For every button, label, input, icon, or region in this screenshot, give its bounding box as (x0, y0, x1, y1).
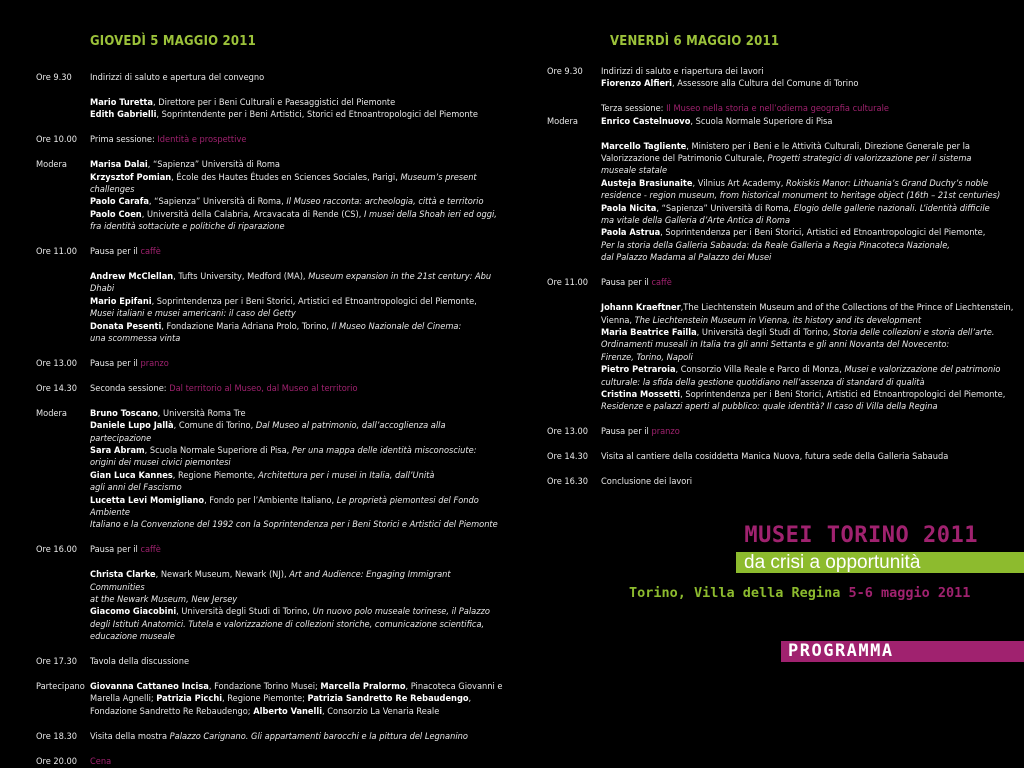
text-segment: Indirizzi di saluto e riapertura dei lavori (601, 66, 764, 77)
text-line (601, 116, 1017, 128)
schedule-row (36, 569, 506, 643)
day2-title: VENERDÌ 6 MAGGIO 2011 (610, 34, 780, 49)
speaker-name: Paola Nicita (601, 202, 657, 214)
text-line (90, 420, 506, 445)
text-line (601, 476, 1017, 488)
speaker-name: Bruno Toscano (90, 407, 158, 419)
talk-title: una scommessa vinta (90, 333, 181, 344)
row-text (90, 383, 506, 395)
talk-title: Museum expansion in the 21st century: Abu Dhabi (90, 270, 492, 295)
talk-title: Musei e valorizzazione del patrimonio (844, 364, 1001, 376)
talk-title: Firenze, Torino, Napoli (601, 351, 693, 363)
time-label: Ore 9.30 (547, 66, 583, 77)
text-line (601, 277, 1017, 289)
talk-title: Palazzo Carignano. Gli appartamenti barocchi e la pittura del Legnanino (169, 730, 468, 742)
time-label (36, 569, 90, 643)
text-line (90, 470, 506, 482)
speaker-name: Mario Turetta (90, 96, 153, 108)
text-line (90, 631, 506, 643)
text-line (90, 109, 506, 121)
text-segment: , Comune di Torino, (173, 420, 256, 432)
text-segment: , Direttore per i Beni Culturali e Paesaggistici del Piemonte (152, 96, 396, 108)
schedule-row (547, 476, 1017, 488)
talk-title: Rokiskis Manor: Lithuania’s Grand Duchy’s noble (786, 177, 989, 189)
row-gap (547, 128, 1017, 141)
text-line (601, 339, 1017, 351)
session-highlight: caffè (140, 246, 161, 258)
text-line (601, 203, 1017, 215)
row-gap (36, 718, 506, 731)
row-gap (36, 669, 506, 682)
speaker-name: Lucetta Levi Momigliano (90, 494, 205, 506)
text-line (601, 240, 1017, 252)
speaker-name: Christa Clarke (90, 569, 156, 581)
text-segment: , École des Hautes Études en Sciences Sociales, Parigi, (171, 171, 401, 183)
day1-schedule (36, 72, 506, 768)
text-line (90, 681, 506, 693)
talk-title: museale statale (601, 165, 668, 177)
text-segment: , Università della Calabria, Arcavacata di Rende (CS), (141, 208, 364, 220)
text-line (601, 215, 1017, 227)
text-line (90, 296, 506, 308)
time-label: Ore 9.30 (36, 72, 72, 83)
talk-title: Residenze e palazzi aperti al pubblico: quale identità? Il caso di Villa della Regina (601, 401, 938, 413)
time-label: Ore 11.00 (36, 246, 78, 258)
text-line (90, 519, 506, 531)
row-gap (36, 345, 506, 358)
text-segment: , Soprintendenza per i Beni Storici, Artistici ed Etnoantropologici del Piemonte, (660, 227, 986, 239)
text-segment: Tavola della discussione (90, 656, 190, 668)
speaker-name: Krzysztof Pomian (90, 171, 172, 183)
text-segment: Pausa per il (601, 277, 652, 289)
talk-title: culturale: la sfida della gestione quotidiano nell’assenza di standard di qualità (601, 376, 925, 388)
text-line (90, 495, 506, 520)
time-label: Modera (36, 407, 67, 419)
schedule-row (36, 72, 506, 84)
text-line (90, 271, 506, 296)
text-line (90, 358, 506, 370)
text-segment: Fondazione Sandretto Re Rebaudengo; (90, 705, 254, 717)
talk-title: The Liechtenstein Museum in Vienna, its history and its development (634, 314, 922, 326)
talk-title: Storia delle collezioni e storia dell’arte. (833, 326, 995, 338)
time-label: Ore 14.30 (547, 451, 589, 463)
text-segment: Valorizzazione del Patrimonio Culturale, (601, 153, 768, 165)
text-line (90, 457, 506, 469)
speaker-name: Maria Beatrice Failla (601, 326, 697, 338)
time-label (547, 141, 601, 265)
text-segment: Vienna, (601, 314, 635, 326)
text-segment: Visita della mostra (90, 730, 170, 742)
row-text (601, 66, 1017, 91)
row-gap (36, 395, 506, 408)
row-text (90, 134, 506, 146)
talk-title: at the Newark Museum, New Jersey (90, 594, 238, 605)
time-label: Ore 11.00 (547, 277, 589, 289)
text-segment: , Università degli Studi di Torino, (176, 606, 313, 618)
time-label: Ore 13.00 (36, 357, 78, 369)
text-segment: Indirizzi di saluto e apertura del convegno (90, 72, 265, 83)
talk-title: Il Museo Nazionale del Cinema: (331, 320, 462, 332)
row-gap (36, 84, 506, 97)
schedule-row (36, 544, 506, 556)
speaker-name: Marcello Tagliente (601, 140, 687, 152)
speaker-name: Donata Pesenti (90, 320, 162, 332)
speaker-name: Alberto Vanelli (253, 705, 323, 717)
text-segment: , Vilnius Art Academy, (692, 177, 787, 189)
row-text (90, 246, 506, 258)
text-segment: , Fondo per l’Ambiente Italiano, (204, 494, 337, 506)
row-text (601, 426, 1017, 438)
row-gap (547, 265, 1017, 278)
talk-title: Per una mappa delle identità misconosciute: (291, 444, 477, 456)
talk-title: Un nuovo polo museale torinese, il Palazzo (312, 606, 490, 618)
text-segment: , Soprintendenza per i Beni Storici, Artistici ed Etnoantropologici del Piemonte, (151, 295, 477, 307)
speaker-name: Enrico Castelnuovo (601, 115, 691, 127)
text-segment: , Regione Piemonte; (222, 693, 308, 705)
text-segment: , “Sapienza” Università di Roma, (656, 202, 794, 214)
schedule-row (36, 681, 506, 718)
text-segment: , “Sapienza” Università di Roma (147, 159, 280, 171)
text-line (601, 302, 1017, 314)
text-segment: , Soprintendenza per i Beni Storici, Artistici ed Etnoantropologici del Piemonte, (680, 388, 1006, 400)
session-highlight: Il Museo nella storia e nell’odierna geografia culturale (666, 103, 890, 115)
talk-title: Museum’s present challenges (90, 171, 477, 195)
brand-block (600, 523, 1024, 670)
speaker-name: Marcella Pralormo (320, 681, 406, 693)
brand-title: MUSEI TORINO 2011 (744, 523, 978, 548)
schedule-row (36, 134, 506, 146)
text-segment: Pausa per il (90, 544, 141, 556)
row-text (601, 141, 1017, 265)
speaker-name: Paolo Coen (90, 208, 142, 220)
talk-title: Dal Museo al patrimonio, dall’accoglienza alla partecipazione (90, 420, 446, 444)
row-gap (36, 532, 506, 545)
schedule-row (36, 731, 506, 743)
text-line (90, 72, 506, 84)
talk-title: educazione museale (90, 631, 175, 643)
text-segment: Marella Agnelli; (90, 693, 157, 705)
text-line (90, 656, 506, 668)
talk-title: Architettura per i musei in Italia, dall’Unità (258, 469, 435, 481)
talk-title: fra identità sottaciute e politiche di riparazione (90, 221, 285, 233)
text-segment: , Fondazione Torino Musei; (208, 681, 321, 693)
session-highlight: caffè (140, 544, 161, 556)
text-line (90, 383, 506, 395)
speaker-name: Giovanna Cattaneo Incisa (90, 681, 209, 693)
day2-schedule (547, 66, 1017, 488)
session-highlight: caffè (651, 277, 672, 289)
schedule-row (547, 141, 1017, 265)
row-text (601, 451, 1017, 463)
session-highlight: Identità e prospettive (157, 134, 247, 146)
row-gap (547, 439, 1017, 452)
row-text (90, 408, 506, 532)
session-highlight: pranzo (140, 357, 169, 369)
speaker-name: Johann Kraeftner (601, 302, 681, 314)
text-line (90, 209, 506, 221)
schedule-row (36, 383, 506, 395)
time-label: Ore 16.00 (36, 544, 78, 556)
talk-title: residence - region museum, from historical monument to heritage object (16th – 21st centuries) (601, 190, 1001, 202)
session-highlight: Dal territorio al Museo, dal Museo al territorio (169, 382, 358, 394)
text-line (90, 445, 506, 457)
text-line (90, 172, 506, 197)
row-text (90, 756, 506, 768)
text-line (90, 693, 506, 705)
time-label: Modera (547, 115, 578, 127)
schedule-row (36, 756, 506, 768)
speaker-name: Mario Epifani (90, 295, 152, 307)
text-line (601, 389, 1017, 401)
row-text (90, 681, 506, 718)
schedule-row (547, 277, 1017, 289)
speaker-name: Fiorenzo Alfieri (601, 78, 672, 90)
text-line (601, 401, 1017, 413)
speaker-name: Daniele Lupo Jallà (90, 420, 174, 432)
talk-title: Italiano e la Convenzione del 1992 con la Soprintendenza per i Beni Storici e Artistici del Piemonte (90, 519, 498, 531)
time-label: Ore 13.00 (547, 426, 589, 438)
row-gap (36, 743, 506, 756)
brand-subtitle: da crisi a opportunità (744, 552, 921, 573)
speaker-name: Patrizia Sandretto Re Rebaudengo (307, 693, 469, 705)
text-segment: , Soprintendente per i Beni Artistici, Storici ed Etnoantropologici del Piemonte (156, 109, 478, 121)
speaker-name: Pietro Petraroia (601, 364, 676, 376)
speaker-name: Paolo Carafa (90, 196, 149, 208)
session-highlight: pranzo (651, 426, 680, 438)
row-text (90, 159, 506, 233)
text-line (90, 569, 506, 594)
talk-title: dal Palazzo Madama al Palazzo dei Musei (601, 252, 772, 264)
text-line (90, 134, 506, 146)
text-segment: Conclusione dei lavori (601, 476, 693, 488)
schedule-row (36, 358, 506, 370)
talk-title: Per la storia della Galleria Sabauda: da Reale Galleria a Regia Pinacoteca Nazionale, (601, 239, 950, 251)
text-segment: ,The Liechtenstein Museum and of the Collections of the Prince of Liechtenstein, (680, 302, 1014, 314)
text-line (601, 141, 1017, 153)
row-gap (36, 122, 506, 135)
text-segment: Terza sessione: (601, 103, 667, 115)
row-text (90, 271, 506, 345)
text-line (601, 451, 1017, 463)
row-text (601, 277, 1017, 289)
text-segment: , Scuola Normale Superiore di Pisa (690, 115, 833, 127)
text-line (601, 327, 1017, 339)
text-segment: , Università Roma Tre (157, 407, 246, 419)
row-text (601, 116, 1017, 128)
text-line (90, 594, 506, 606)
text-segment: , Ministero per i Beni e le Attività Culturali, Direzione Generale per la (686, 140, 970, 152)
text-line (90, 196, 506, 208)
row-gap (36, 557, 506, 570)
time-label: Partecipano (36, 681, 85, 693)
text-line (90, 544, 506, 556)
text-line (90, 333, 506, 345)
talk-title: Elogio delle gallerie nazionali. L’identità difficile (793, 202, 990, 214)
text-line (601, 165, 1017, 177)
text-segment: , Fondazione Maria Adriana Prolo, Torino, (161, 320, 332, 332)
schedule-row (547, 302, 1017, 414)
schedule-row (547, 66, 1017, 91)
talk-title: Ordinamenti museali in Italia tra gli anni Settanta e gli anni Novanta del Novecento: (601, 339, 950, 351)
text-segment: , Tufts University, Medford (MA), (173, 270, 309, 282)
session-highlight: Cena (90, 755, 112, 767)
text-line (601, 352, 1017, 364)
talk-title: ma vitale della Galleria d’Arte Antica di Roma (601, 215, 791, 227)
speaker-name: Paola Astrua (601, 227, 661, 239)
text-line (601, 66, 1017, 78)
row-text (90, 358, 506, 370)
speaker-name: Edith Gabrielli (90, 109, 157, 121)
time-label: Ore 20.00 (36, 755, 78, 767)
text-line (601, 364, 1017, 376)
text-segment: , Newark Museum, Newark (NJ), (155, 569, 290, 581)
row-gap (547, 91, 1017, 104)
row-text (601, 302, 1017, 414)
row-gap (36, 370, 506, 383)
text-line (90, 731, 506, 743)
time-label: Ore 10.00 (36, 134, 78, 146)
text-line (90, 619, 506, 631)
brand-location-date (629, 587, 970, 599)
talk-title: I musei della Shoah ieri ed oggi, (363, 208, 497, 220)
text-line (90, 756, 506, 768)
text-line (601, 178, 1017, 190)
speaker-name: Andrew McClellan (90, 270, 174, 282)
row-gap (36, 147, 506, 160)
text-line (90, 321, 506, 333)
text-line (601, 227, 1017, 239)
talk-title: agli anni del Fascismo (90, 482, 182, 494)
row-gap (36, 234, 506, 247)
text-line (90, 706, 506, 718)
text-segment: , (468, 693, 472, 705)
text-segment: , Università degli Studi di Torino, (696, 326, 834, 338)
text-segment: , “Sapienza” Università di Roma, (148, 196, 287, 208)
row-text (90, 656, 506, 668)
text-line (90, 482, 506, 494)
text-segment: Seconda sessione: (90, 382, 170, 394)
row-gap (36, 258, 506, 271)
time-label: Ore 14.30 (36, 382, 78, 394)
speaker-name: Patrizia Picchi (156, 693, 223, 705)
text-line (601, 153, 1017, 165)
schedule-row (36, 97, 506, 122)
text-segment: Visita al cantiere della cosiddetta Manica Nuova, futura sede della Galleria Sabauda (601, 451, 949, 463)
text-segment: , Consorzio Villa Reale e Parco di Monza, (675, 364, 845, 376)
text-line (90, 308, 506, 320)
text-segment: Pausa per il (90, 357, 141, 369)
schedule-row (547, 116, 1017, 128)
speaker-name: Austeja Brasiunaite (601, 177, 693, 189)
text-segment: , Assessore alla Cultura del Comune di Torino (671, 78, 859, 90)
speaker-name: Sara Abram (90, 444, 145, 456)
brand-location: Torino, Villa della Regina (629, 585, 841, 601)
row-gap (36, 644, 506, 657)
text-line (90, 246, 506, 258)
talk-title: Progetti strategici di valorizzazione per il sistema (767, 153, 972, 165)
text-segment: , Pinacoteca Giovanni e (405, 681, 503, 693)
text-line (601, 103, 1017, 115)
text-line (90, 606, 506, 618)
speaker-name: Giacomo Giacobini (90, 606, 177, 618)
time-label: Ore 18.30 (36, 730, 78, 742)
time-label (547, 302, 601, 414)
programma-label: PROGRAMMA (788, 641, 894, 661)
text-segment: Prima sessione: (90, 134, 158, 146)
schedule-row (36, 408, 506, 532)
text-segment: , Scuola Normale Superiore di Pisa, (144, 444, 292, 456)
row-gap (547, 414, 1017, 427)
schedule-row (36, 656, 506, 668)
text-segment: , Consorzio La Venaria Reale (322, 705, 440, 717)
schedule-row (547, 103, 1017, 115)
text-line (601, 426, 1017, 438)
brand-dates: 5-6 maggio 2011 (848, 585, 971, 601)
schedule-row (36, 159, 506, 233)
text-line (90, 159, 506, 171)
talk-title: Art and Audience: Engaging Immigrant Communities (90, 569, 451, 593)
time-label: Ore 17.30 (36, 656, 78, 668)
talk-title: Il Museo racconta: archeologia, città e territorio (286, 196, 484, 208)
text-line (90, 408, 506, 420)
row-gap (547, 464, 1017, 477)
schedule-row (547, 426, 1017, 438)
speaker-name: Cristina Mossetti (601, 388, 681, 400)
row-text (601, 476, 1017, 488)
time-label (36, 97, 90, 122)
text-line (601, 252, 1017, 264)
talk-title: Le proprietà piemontesi del Fondo Ambiente (90, 494, 479, 518)
text-segment: Pausa per il (601, 426, 652, 438)
text-line (90, 97, 506, 109)
text-line (601, 377, 1017, 389)
row-gap (547, 290, 1017, 303)
row-text (90, 731, 506, 743)
talk-title: Musei italiani e musei americani: il caso del Getty (90, 308, 296, 320)
time-label: Ore 16.30 (547, 476, 589, 488)
text-line (90, 221, 506, 233)
text-line (601, 315, 1017, 327)
text-segment: Pausa per il (90, 246, 141, 258)
talk-title: origini dei musei civici piemontesi (90, 457, 231, 469)
row-text (601, 103, 1017, 115)
row-text (90, 569, 506, 643)
schedule-row (547, 451, 1017, 463)
talk-title: degli Istituti Anatomici. Tutela e valorizzazione di collezioni storiche, comunicazione scientifica, (90, 618, 485, 630)
time-label (547, 103, 601, 115)
row-text (90, 72, 506, 84)
speaker-name: Marisa Dalai (90, 159, 148, 171)
text-line (601, 78, 1017, 90)
schedule-row (36, 271, 506, 345)
time-label: Modera (36, 159, 67, 171)
row-text (90, 544, 506, 556)
text-line (601, 190, 1017, 202)
speaker-name: Gian Luca Kannes (90, 469, 173, 481)
text-segment: , Regione Piemonte, (172, 469, 259, 481)
day1-title: GIOVEDÌ 5 MAGGIO 2011 (90, 34, 256, 49)
schedule-row (36, 246, 506, 258)
time-label (36, 271, 90, 345)
row-text (90, 97, 506, 122)
